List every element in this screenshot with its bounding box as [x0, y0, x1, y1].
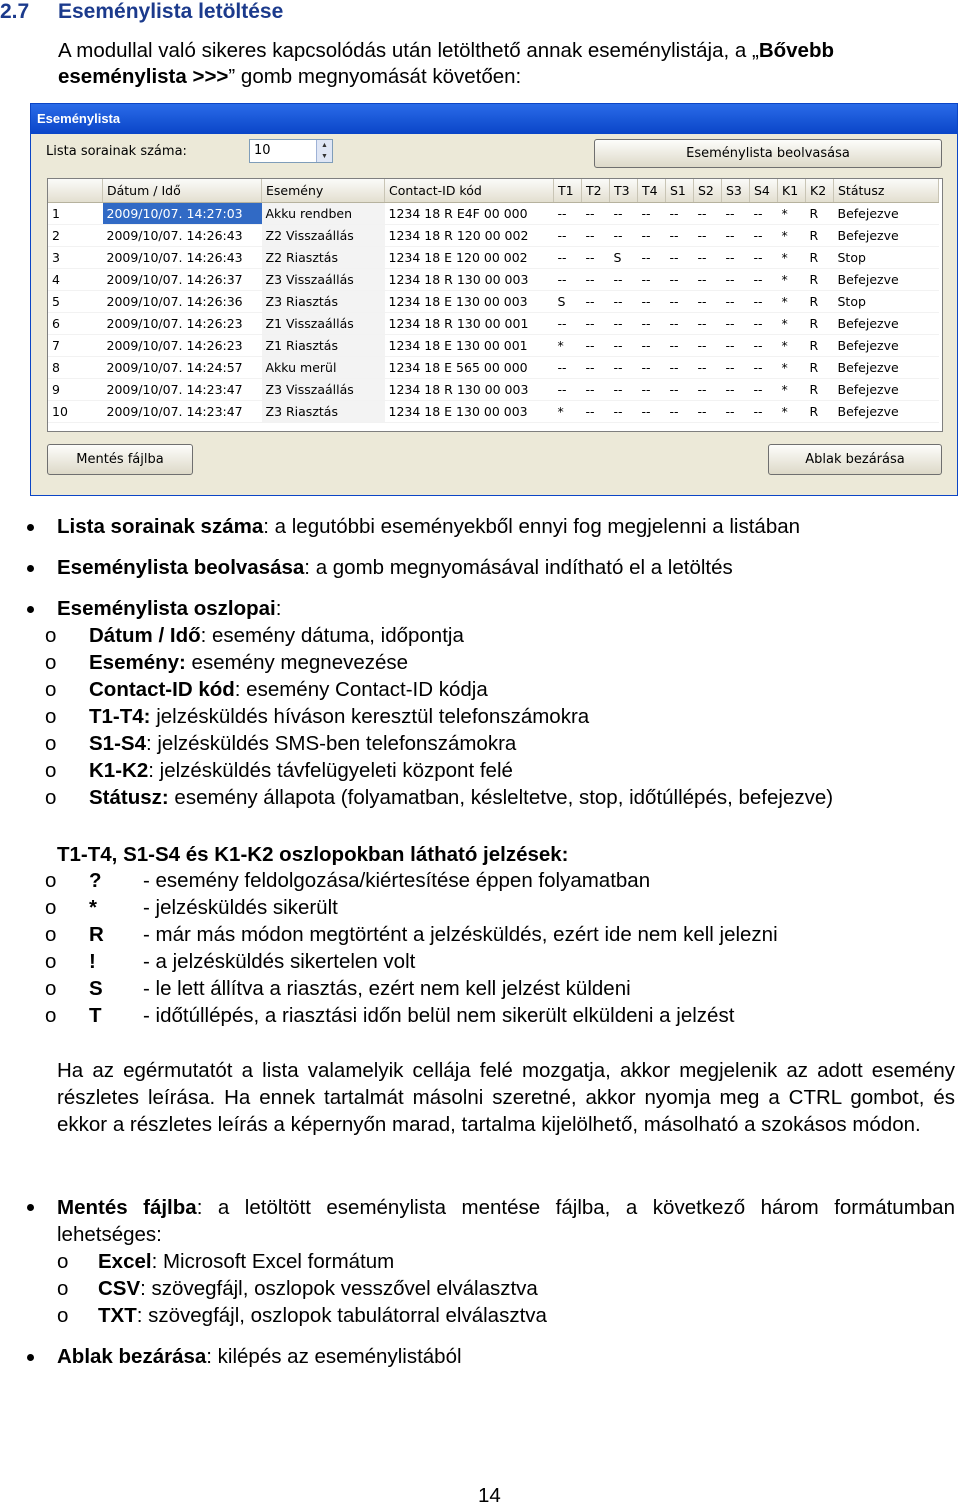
- circle-bullet-icon: o: [45, 732, 57, 755]
- column-desc-name: Dátum / Idő: [89, 624, 201, 647]
- table-cell[interactable]: *: [778, 357, 806, 379]
- table-cell[interactable]: Stop: [834, 291, 939, 313]
- table-cell[interactable]: 1234 18 E 130 00 001: [385, 335, 554, 357]
- column-desc-text: esemény állapota (folyamatban, késleltetve, stop, időtúllépés, befejezve): [168, 786, 834, 809]
- table-cell[interactable]: --: [554, 357, 582, 379]
- table-cell[interactable]: --: [722, 225, 750, 247]
- table-cell[interactable]: --: [694, 291, 722, 313]
- column-desc-item: [89, 786, 833, 810]
- signal-description: - le lett állítva a riasztás, ezért nem kell jelzést küldeni: [143, 977, 631, 1000]
- table-cell[interactable]: Stop: [834, 247, 939, 269]
- grid-header-cell[interactable]: T1: [554, 179, 582, 203]
- table-row[interactable]: [48, 203, 939, 225]
- grid-header-cell[interactable]: T3: [610, 179, 638, 203]
- row-index: 5: [48, 291, 103, 313]
- table-cell[interactable]: Z1 Visszaállás: [262, 313, 385, 335]
- spin-up-icon[interactable]: ▲: [316, 140, 332, 151]
- bullet-rows: [57, 515, 800, 539]
- circle-bullet-icon: o: [45, 923, 57, 946]
- grid-header-cell[interactable]: S4: [750, 179, 778, 203]
- table-cell[interactable]: --: [582, 335, 610, 357]
- table-row[interactable]: [48, 247, 939, 269]
- table-cell[interactable]: --: [750, 225, 778, 247]
- bullet-read: [57, 556, 733, 580]
- table-cell[interactable]: --: [582, 247, 610, 269]
- table-cell[interactable]: --: [722, 357, 750, 379]
- signals-title: T1-T4, S1-S4 és K1-K2 oszlopokban látható jelzések:: [57, 843, 569, 866]
- bullet-icon: [27, 524, 34, 531]
- table-cell[interactable]: --: [666, 247, 694, 269]
- table-cell[interactable]: 1234 18 R 130 00 003: [385, 269, 554, 291]
- signal-description: - jelzésküldés sikerült: [143, 896, 338, 919]
- column-desc-item: [89, 705, 589, 729]
- table-row[interactable]: [48, 313, 939, 335]
- rows-count-spinner[interactable]: [249, 139, 333, 163]
- table-cell[interactable]: --: [582, 357, 610, 379]
- save-text: : a letöltött eseménylista mentése fájlba, a következő három formátumban lehetséges:: [57, 1196, 955, 1246]
- table-cell[interactable]: --: [610, 225, 638, 247]
- table-cell[interactable]: 1234 18 E 565 00 000: [385, 357, 554, 379]
- table-cell[interactable]: --: [722, 379, 750, 401]
- table-cell[interactable]: Z2 Riasztás: [262, 247, 385, 269]
- table-cell[interactable]: --: [694, 225, 722, 247]
- table-cell[interactable]: Z2 Visszaállás: [262, 225, 385, 247]
- table-cell[interactable]: --: [582, 313, 610, 335]
- row-index: 3: [48, 247, 103, 269]
- column-desc-name: K1-K2: [89, 759, 149, 782]
- table-cell[interactable]: --: [694, 335, 722, 357]
- column-desc-name: Contact-ID kód: [89, 678, 235, 701]
- table-cell[interactable]: --: [722, 335, 750, 357]
- signal-symbol: T: [89, 1004, 102, 1027]
- table-cell[interactable]: --: [694, 401, 722, 423]
- table-cell[interactable]: Z3 Riasztás: [262, 401, 385, 423]
- table-cell[interactable]: 1234 18 R 130 00 001: [385, 313, 554, 335]
- signal-description: - időtúllépés, a riasztási időn belül nem sikerült elküldeni a jelzést: [143, 1004, 735, 1027]
- row-index: 4: [48, 269, 103, 291]
- column-desc-item: [89, 732, 516, 756]
- table-cell[interactable]: *: [778, 335, 806, 357]
- close-window-button[interactable]: Ablak bezárása: [768, 444, 942, 475]
- bullet-icon: [27, 606, 34, 613]
- table-cell[interactable]: 2009/10/07. 14:23:47: [103, 379, 262, 401]
- signal-symbol: !: [89, 950, 96, 973]
- save-to-file-button[interactable]: Mentés fájlba: [47, 444, 193, 475]
- column-desc-text: : esemény Contact-ID kódja: [234, 678, 488, 701]
- signal-symbol: R: [89, 923, 104, 946]
- circle-bullet-icon: o: [57, 1277, 69, 1300]
- table-cell[interactable]: *: [554, 335, 582, 357]
- table-cell[interactable]: --: [666, 335, 694, 357]
- page-number: 14: [478, 1484, 501, 1507]
- table-cell[interactable]: --: [582, 225, 610, 247]
- table-cell[interactable]: *: [778, 225, 806, 247]
- format-text: : Microsoft Excel formátum: [151, 1250, 395, 1273]
- table-cell[interactable]: 2009/10/07. 14:26:43: [103, 247, 262, 269]
- table-cell[interactable]: --: [750, 313, 778, 335]
- table-cell[interactable]: --: [694, 379, 722, 401]
- table-cell[interactable]: --: [610, 291, 638, 313]
- table-cell[interactable]: --: [666, 357, 694, 379]
- table-row[interactable]: [48, 291, 939, 313]
- signal-symbol: *: [89, 896, 97, 919]
- bullet-icon: [27, 1354, 34, 1361]
- table-cell[interactable]: --: [610, 203, 638, 225]
- table-cell[interactable]: --: [666, 203, 694, 225]
- table-cell[interactable]: --: [638, 203, 666, 225]
- save-bold: Mentés fájlba: [57, 1196, 197, 1219]
- table-cell[interactable]: --: [610, 379, 638, 401]
- table-cell[interactable]: Befejezve: [834, 335, 939, 357]
- table-cell[interactable]: Z3 Riasztás: [262, 291, 385, 313]
- table-cell[interactable]: --: [722, 269, 750, 291]
- table-cell[interactable]: --: [694, 247, 722, 269]
- circle-bullet-icon: o: [45, 1004, 57, 1027]
- section-number: 2.7: [0, 0, 30, 23]
- circle-bullet-icon: o: [45, 624, 57, 647]
- intro-text-1: A modullal való sikeres kapcsolódás után letölthető annak eseménylistája, a „: [58, 39, 759, 62]
- read-event-list-button[interactable]: Eseménylista beolvasása: [594, 139, 942, 168]
- table-cell[interactable]: R: [806, 335, 834, 357]
- table-cell[interactable]: --: [750, 335, 778, 357]
- table-cell[interactable]: --: [638, 247, 666, 269]
- table-cell[interactable]: --: [582, 269, 610, 291]
- table-cell[interactable]: --: [582, 203, 610, 225]
- table-cell[interactable]: --: [666, 291, 694, 313]
- save-paragraph: [57, 1194, 955, 1248]
- table-cell[interactable]: 2009/10/07. 14:26:43: [103, 225, 262, 247]
- table-cell[interactable]: Befejezve: [834, 357, 939, 379]
- table-cell[interactable]: Befejezve: [834, 203, 939, 225]
- format-text: : szövegfájl, oszlopok vesszővel elválasztva: [140, 1277, 538, 1300]
- table-cell[interactable]: Befejezve: [834, 269, 939, 291]
- table-cell[interactable]: R: [806, 269, 834, 291]
- section-heading: [0, 0, 283, 24]
- row-index: 8: [48, 357, 103, 379]
- bullet-icon: [27, 565, 34, 572]
- circle-bullet-icon: o: [45, 678, 57, 701]
- table-row[interactable]: [48, 269, 939, 291]
- table-cell[interactable]: *: [778, 269, 806, 291]
- table-cell[interactable]: --: [610, 401, 638, 423]
- event-grid: [47, 178, 943, 432]
- grid-header-cell[interactable]: Esemény: [262, 179, 385, 203]
- column-desc-name: Esemény:: [89, 651, 186, 674]
- table-cell[interactable]: --: [666, 225, 694, 247]
- table-cell[interactable]: --: [638, 313, 666, 335]
- grid-header-cell[interactable]: Contact-ID kód: [385, 179, 554, 203]
- table-cell[interactable]: *: [778, 401, 806, 423]
- table-cell[interactable]: S: [554, 291, 582, 313]
- rows-count-value[interactable]: 10: [254, 143, 271, 158]
- circle-bullet-icon: o: [57, 1250, 69, 1273]
- bullet-read-text: : a gomb megnyomásával indítható el a letöltés: [304, 556, 733, 579]
- grid-header-cell[interactable]: S3: [722, 179, 750, 203]
- column-desc-item: [89, 624, 464, 648]
- table-cell[interactable]: --: [722, 291, 750, 313]
- table-cell[interactable]: R: [806, 225, 834, 247]
- table-cell[interactable]: --: [610, 335, 638, 357]
- table-cell[interactable]: Befejezve: [834, 401, 939, 423]
- table-cell[interactable]: R: [806, 291, 834, 313]
- circle-bullet-icon: o: [45, 705, 57, 728]
- signal-symbol: ?: [89, 869, 102, 892]
- table-cell[interactable]: R: [806, 357, 834, 379]
- circle-bullet-icon: o: [45, 896, 57, 919]
- format-item: [98, 1277, 538, 1301]
- table-cell[interactable]: Z3 Visszaállás: [262, 379, 385, 401]
- format-name: Excel: [98, 1250, 152, 1273]
- table-cell[interactable]: --: [694, 203, 722, 225]
- circle-bullet-icon: o: [45, 977, 57, 1000]
- table-cell[interactable]: --: [638, 379, 666, 401]
- table-cell[interactable]: --: [554, 313, 582, 335]
- grid-header-cell[interactable]: S2: [694, 179, 722, 203]
- table-cell[interactable]: 1234 18 E 120 00 002: [385, 247, 554, 269]
- bullet-rows-bold: Lista sorainak száma: [57, 515, 264, 538]
- table-cell[interactable]: Z1 Riasztás: [262, 335, 385, 357]
- table-cell[interactable]: --: [722, 247, 750, 269]
- table-cell[interactable]: *: [778, 379, 806, 401]
- circle-bullet-icon: o: [45, 869, 57, 892]
- column-desc-text: : jelzésküldés SMS-ben telefonszámokra: [145, 732, 517, 755]
- table-cell[interactable]: --: [750, 269, 778, 291]
- circle-bullet-icon: o: [45, 950, 57, 973]
- hover-paragraph: Ha az egérmutatót a lista valamelyik cellája felé mozgatja, akkor megjelenik az adott esemény részletes leírása. Ha ennek tartalmát másolni szeretné, akkor nyomja meg a CTRL gombot, és ekkor a részletes leírás a képernyőn marad, tartalma kijelölhető, másolható a szokásos módon.: [57, 1059, 955, 1136]
- table-cell[interactable]: --: [722, 203, 750, 225]
- grid-header-index: [48, 179, 103, 203]
- row-index: 2: [48, 225, 103, 247]
- table-cell[interactable]: --: [610, 313, 638, 335]
- table-cell[interactable]: --: [750, 379, 778, 401]
- table-cell[interactable]: --: [554, 225, 582, 247]
- circle-bullet-icon: o: [45, 759, 57, 782]
- grid-header-cell[interactable]: K2: [806, 179, 834, 203]
- table-cell[interactable]: --: [750, 401, 778, 423]
- column-desc-text: jelzésküldés híváson keresztül telefonszámokra: [150, 705, 590, 728]
- bullet-columns-bold: Eseménylista oszlopai: [57, 597, 276, 620]
- table-cell[interactable]: --: [554, 203, 582, 225]
- table-cell[interactable]: --: [722, 401, 750, 423]
- table-cell[interactable]: --: [582, 401, 610, 423]
- signal-description: - esemény feldolgozása/kiértesítése éppen folyamatban: [143, 869, 651, 892]
- table-cell[interactable]: *: [778, 313, 806, 335]
- intro-paragraph: [58, 38, 958, 90]
- column-desc-text: : jelzésküldés távfelügyeleti központ felé: [148, 759, 513, 782]
- table-cell[interactable]: Z3 Visszaállás: [262, 269, 385, 291]
- grid-header-cell[interactable]: S1: [666, 179, 694, 203]
- table-cell[interactable]: 2009/10/07. 14:26:36: [103, 291, 262, 313]
- table-cell[interactable]: --: [722, 313, 750, 335]
- table-cell[interactable]: 1234 18 E 130 00 003: [385, 291, 554, 313]
- table-cell[interactable]: 1234 18 R 120 00 002: [385, 225, 554, 247]
- close-bold: Ablak bezárása: [57, 1345, 207, 1368]
- table-cell[interactable]: --: [666, 379, 694, 401]
- grid-header-cell[interactable]: T2: [582, 179, 610, 203]
- table-cell[interactable]: --: [750, 357, 778, 379]
- grid-header-cell[interactable]: K1: [778, 179, 806, 203]
- table-cell[interactable]: Befejezve: [834, 379, 939, 401]
- close-text: : kilépés az eseménylistából: [206, 1345, 462, 1368]
- table-cell[interactable]: Akku merül: [262, 357, 385, 379]
- table-cell[interactable]: Befejezve: [834, 225, 939, 247]
- bullet-read-bold: Eseménylista beolvasása: [57, 556, 305, 579]
- table-cell[interactable]: 1234 18 R 130 00 003: [385, 379, 554, 401]
- table-cell[interactable]: 1234 18 E 130 00 003: [385, 401, 554, 423]
- rows-count-label: Lista sorainak száma:: [46, 144, 187, 159]
- column-desc-item: [89, 651, 408, 675]
- table-cell[interactable]: R: [806, 313, 834, 335]
- table-cell[interactable]: --: [638, 401, 666, 423]
- table-cell[interactable]: 2009/10/07. 14:26:23: [103, 313, 262, 335]
- column-desc-name: Státusz:: [89, 786, 169, 809]
- table-cell[interactable]: --: [694, 313, 722, 335]
- grid-header-cell[interactable]: Státusz: [834, 179, 939, 203]
- column-desc-item: [89, 678, 488, 702]
- table-cell[interactable]: 2009/10/07. 14:23:47: [103, 401, 262, 423]
- bullet-rows-text: : a legutóbbi eseményekből ennyi fog megjelenni a listában: [263, 515, 801, 538]
- window-title: Eseménylista: [31, 104, 957, 134]
- row-index: 6: [48, 313, 103, 335]
- table-cell[interactable]: 2009/10/07. 14:27:03: [103, 203, 262, 225]
- format-text: : szövegfájl, oszlopok tabulátorral elválasztva: [136, 1304, 547, 1327]
- table-cell[interactable]: --: [638, 225, 666, 247]
- event-list-window: [30, 103, 958, 496]
- grid-header-cell[interactable]: T4: [638, 179, 666, 203]
- format-name: CSV: [98, 1277, 141, 1300]
- table-cell[interactable]: Akku rendben: [262, 203, 385, 225]
- row-index: 7: [48, 335, 103, 357]
- table-cell[interactable]: --: [750, 247, 778, 269]
- table-cell[interactable]: --: [666, 401, 694, 423]
- table-cell[interactable]: --: [666, 269, 694, 291]
- intro-bold: Bővebb eseménylista >>>: [58, 39, 835, 88]
- table-cell[interactable]: --: [582, 291, 610, 313]
- table-cell[interactable]: 1234 18 R E4F 00 000: [385, 203, 554, 225]
- format-name: TXT: [98, 1304, 137, 1327]
- signal-symbol: S: [89, 977, 103, 1000]
- table-row[interactable]: [48, 401, 939, 423]
- table-cell[interactable]: --: [666, 313, 694, 335]
- table-cell[interactable]: *: [554, 401, 582, 423]
- format-item: [98, 1304, 547, 1328]
- row-index: 1: [48, 203, 103, 225]
- bullet-close: [57, 1345, 462, 1369]
- grid-header-cell[interactable]: Dátum / Idő: [103, 179, 262, 203]
- table-cell[interactable]: R: [806, 401, 834, 423]
- table-cell[interactable]: 2009/10/07. 14:26:37: [103, 269, 262, 291]
- table-cell[interactable]: --: [554, 269, 582, 291]
- table-cell[interactable]: --: [750, 203, 778, 225]
- table-cell[interactable]: --: [638, 335, 666, 357]
- section-title: Eseménylista letöltése: [58, 0, 284, 23]
- column-desc-text: esemény megnevezése: [185, 651, 409, 674]
- table-cell[interactable]: --: [554, 379, 582, 401]
- table-cell[interactable]: 2009/10/07. 14:24:57: [103, 357, 262, 379]
- row-index: 10: [48, 401, 103, 423]
- table-cell[interactable]: --: [750, 291, 778, 313]
- table-cell[interactable]: --: [694, 357, 722, 379]
- spin-down-icon[interactable]: ▼: [316, 151, 332, 162]
- table-cell[interactable]: R: [806, 379, 834, 401]
- row-index: 9: [48, 379, 103, 401]
- circle-bullet-icon: o: [57, 1304, 69, 1327]
- circle-bullet-icon: o: [45, 786, 57, 809]
- table-row[interactable]: [48, 357, 939, 379]
- column-desc-item: [89, 759, 513, 783]
- column-desc-text: : esemény dátuma, időpontja: [200, 624, 464, 647]
- table-cell[interactable]: 2009/10/07. 14:26:23: [103, 335, 262, 357]
- table-cell[interactable]: --: [610, 357, 638, 379]
- table-row[interactable]: [48, 379, 939, 401]
- table-cell[interactable]: *: [778, 203, 806, 225]
- table-cell[interactable]: R: [806, 203, 834, 225]
- signal-description: - a jelzésküldés sikertelen volt: [143, 950, 416, 973]
- intro-text-2: ” gomb megnyomását követően:: [228, 65, 522, 88]
- column-desc-name: T1-T4:: [89, 705, 151, 728]
- table-cell[interactable]: --: [638, 269, 666, 291]
- bullet-columns: [57, 597, 281, 621]
- grid-header-row: [48, 179, 939, 203]
- bullet-icon: [27, 1204, 34, 1211]
- table-cell[interactable]: --: [638, 357, 666, 379]
- table-cell[interactable]: --: [694, 269, 722, 291]
- table-cell[interactable]: *: [778, 247, 806, 269]
- format-item: [98, 1250, 394, 1274]
- table-cell[interactable]: R: [806, 247, 834, 269]
- signal-description: - már más módon megtörtént a jelzésküldés, ezért ide nem kell jelezni: [143, 923, 778, 946]
- circle-bullet-icon: o: [45, 651, 57, 674]
- table-cell[interactable]: --: [610, 269, 638, 291]
- table-cell[interactable]: --: [582, 379, 610, 401]
- table-cell[interactable]: *: [778, 291, 806, 313]
- table-row[interactable]: [48, 225, 939, 247]
- table-cell[interactable]: S: [610, 247, 638, 269]
- table-cell[interactable]: --: [554, 247, 582, 269]
- table-row[interactable]: [48, 335, 939, 357]
- table-cell[interactable]: Befejezve: [834, 313, 939, 335]
- table-cell[interactable]: --: [638, 291, 666, 313]
- bullet-columns-text: :: [275, 597, 282, 620]
- column-desc-name: S1-S4: [89, 732, 146, 755]
